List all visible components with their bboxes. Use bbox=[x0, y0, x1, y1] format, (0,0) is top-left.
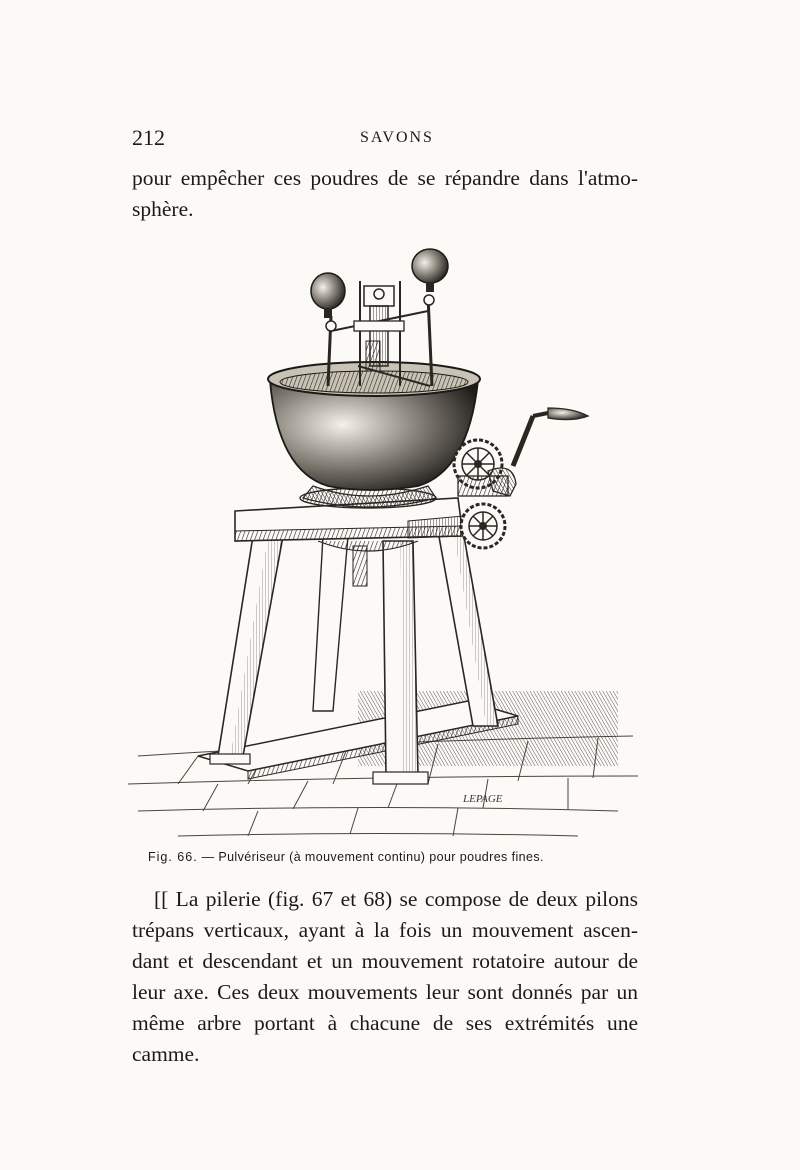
figure-caption-text: — Pulvériseur (à mouvement continu) pour poudres fines. bbox=[201, 850, 544, 864]
page-number: 212 bbox=[132, 125, 165, 150]
pulverizer-illustration bbox=[118, 236, 648, 848]
running-title: SAVONS bbox=[360, 129, 434, 146]
running-head bbox=[132, 125, 652, 153]
engraving-figure bbox=[118, 236, 648, 848]
figure-number: Fig. 66. bbox=[148, 850, 198, 864]
gear-wheel-lower bbox=[461, 504, 505, 548]
paragraph-bottom: [[ La pilerie (fig. 67 et 68) se compose de deux pilons trépans verticaux, ayant à la fois un mouvement ascen-dant et descendant et un mouvement rotatoire autour de leur axe. Ces deux mouvements leur sont donnés par un même arbre portant à chacune de ses extrémités une camme. bbox=[132, 887, 638, 1066]
paragraph-top: pour empêcher ces poudres de se répandre dans l'atmo-sphère. bbox=[132, 166, 638, 221]
figure-caption bbox=[132, 850, 652, 864]
engraver-signature: LEPAGE bbox=[463, 793, 503, 805]
